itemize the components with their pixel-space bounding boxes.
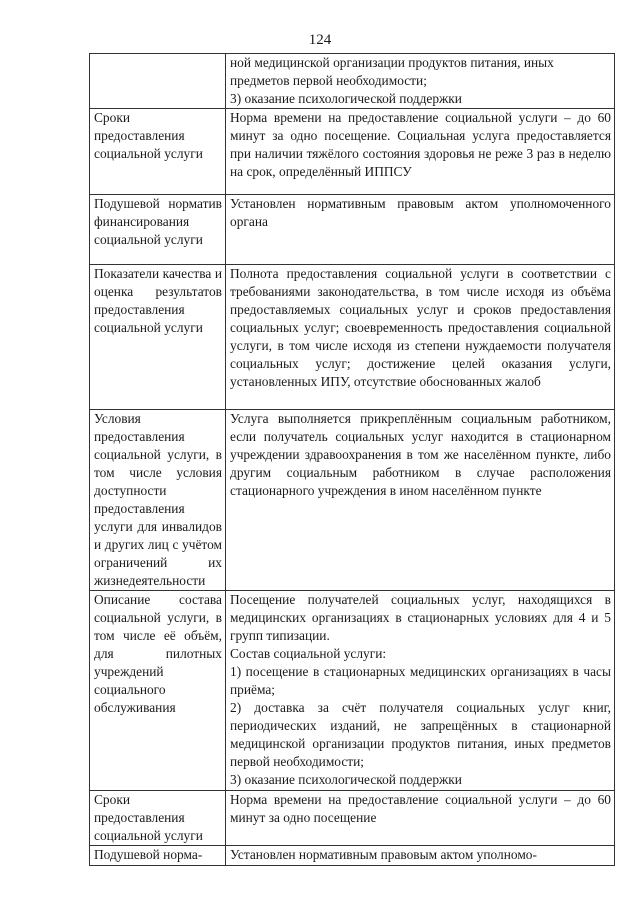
row-value: [226, 195, 615, 265]
table-row: [90, 846, 615, 866]
table-row: [90, 591, 615, 791]
row-label: Подушевой норматив финансирования социальной услуги: [90, 195, 226, 265]
value-line: Норма времени на предоставление социальной услуги – до 60 минут за одно посещение: [230, 792, 611, 825]
value-line: ной медицинской организации продуктов питания, иных: [230, 55, 554, 70]
value-line: 2) доставка за счёт получателя социальных услуг книг, периодических изданий, не запрещённых в стационарной медицинской организации продуктов питания, иных предметов первой необходимости;: [230, 700, 611, 769]
row-value: [226, 410, 615, 591]
table-row: [90, 54, 615, 109]
value-line: Посещение получателей социальных услуг, находящихся в медицинских организациях в стационарных условиях для 4 и 5 групп типизации.: [230, 592, 611, 643]
value-line: Норма времени на предоставление социальной услуги – до 60 минут за одно посещение. Социальная услуга предоставляется при наличии тяжёлого состояния здоровья не реже 3 раз в неделю на срок, определённый ИППСУ: [230, 110, 611, 179]
row-label: Показатели качества и оценка результатов предоставления социальной услуги: [90, 265, 226, 410]
value-line: Состав социальной услуги:: [230, 646, 387, 661]
table-row: [90, 109, 615, 195]
value-line: Услуга выполняется прикреплённым социальным работником, если получатель социальных услуг находится в стационарном учреждении здравоохранения в том же населённом пункте, либо другим социальным работником в случае расположения стационарного учреждения в ином населённом пункте: [230, 411, 611, 498]
row-label: Сроки предоставления социальной услуги: [90, 791, 226, 846]
row-value: [226, 54, 615, 109]
row-label: Условия предоставления социальной услуги, в том числе условия доступности предоставления услуги для инвалидов и других лиц с учётом ограничений их жизнедеятельности: [90, 410, 226, 591]
service-table: [89, 53, 615, 866]
page-number: 124: [308, 32, 332, 48]
table-row: [90, 265, 615, 410]
value-line: 1) посещение в стационарных медицинских организациях в часы приёма;: [230, 664, 611, 697]
row-value: [226, 265, 615, 410]
row-label: Сроки предоставления социальной услуги: [90, 109, 226, 195]
row-value: [226, 109, 615, 195]
row-label: Подушевой норма-: [90, 846, 226, 866]
value-line: Установлен нормативным правовым актом уполномо-: [230, 847, 537, 862]
value-line: предметов первой необходимости;: [230, 73, 427, 88]
value-line: 3) оказание психологической поддержки: [230, 91, 462, 106]
row-value: [226, 591, 615, 791]
row-label: [90, 54, 226, 109]
value-line: Полнота предоставления социальной услуги в соответствии с требованиями законодательства, в том числе исходя из объёма предоставляемых социальных услуг и сроков предоставления социальных услуг; своевременность предоставления социальной услуги, в том числе исходя из степени нуждаемости получателя социальных услуг; достижение целей оказания услуги, установленных ИПУ, отсутствие обоснованных жалоб: [230, 266, 611, 389]
row-value: [226, 846, 615, 866]
row-label: Описание состава социальной услуги, в том числе её объём, для пилотных учреждений социального обслуживания: [90, 591, 226, 791]
value-line: 3) оказание психологической поддержки: [230, 772, 462, 787]
row-value: [226, 791, 615, 846]
table-row: [90, 410, 615, 591]
value-line: Установлен нормативным правовым актом уполномоченного органа: [230, 196, 611, 229]
table-row: [90, 791, 615, 846]
table-row: [90, 195, 615, 265]
